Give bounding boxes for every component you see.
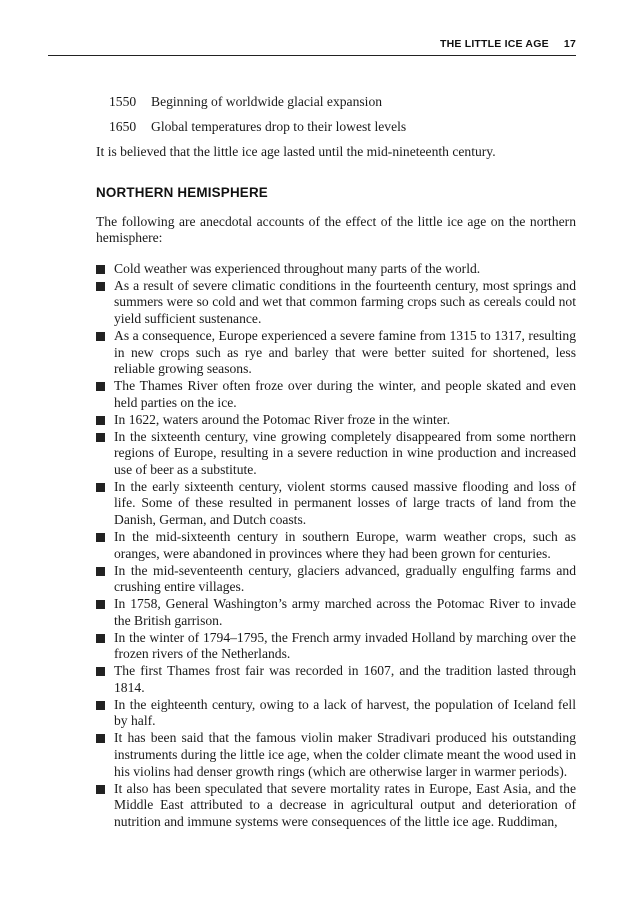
list-item: In the eighteenth century, owing to a lack of harvest, the population of Iceland fell by half. (96, 697, 576, 730)
list-item: Cold weather was experienced throughout many parts of the world. (96, 261, 576, 278)
timeline-event: Global temperatures drop to their lowest levels (151, 119, 407, 135)
list-item: In the mid-seventeenth century, glaciers advanced, gradually engulfing farms and crushing entire villages. (96, 563, 576, 596)
running-head (440, 38, 576, 50)
square-bullet-icon (96, 734, 105, 743)
page-body (96, 94, 576, 831)
closing-paragraph: It is believed that the little ice age lasted until the mid-nineteenth century. (96, 144, 496, 160)
square-bullet-icon (96, 667, 105, 676)
list-item: The first Thames frost fair was recorded in 1607, and the tradition lasted through 1814. (96, 663, 576, 696)
square-bullet-icon (96, 282, 105, 291)
timeline-year: 1550 (109, 94, 137, 109)
list-item: In 1758, General Washington’s army marched across the Potomac River to invade the British garrison. (96, 596, 576, 629)
square-bullet-icon (96, 332, 105, 341)
square-bullet-icon (96, 701, 105, 710)
timeline-year: 1650 (109, 119, 137, 135)
timeline-entry (109, 94, 576, 111)
list-item: In the sixteenth century, vine growing completely disappeared from some northern regions of Europe, resulting in a severe reduction in wine production and increased use of beer as a substitute. (96, 429, 576, 479)
timeline-list (109, 94, 576, 136)
list-item: As a consequence, Europe experienced a severe famine from 1315 to 1317, resulting in new crops such as rye and barley that were better suited for shortened, less reliable growing seasons. (96, 328, 576, 378)
list-item: As a result of severe climatic conditions in the fourteenth century, most springs and summers were so cold and wet that common farming crops such as cereals could not yield sufficient sustenance. (96, 278, 576, 328)
square-bullet-icon (96, 382, 105, 391)
square-bullet-icon (96, 567, 105, 576)
list-item: In 1622, waters around the Potomac River froze in the winter. (96, 412, 576, 429)
list-item: In the early sixteenth century, violent storms caused massive flooding and loss of life. Some of these resulted in permanent losses of large tracts of land from the Danish, German, and Dutch coasts. (96, 479, 576, 529)
running-head-title: THE LITTLE ICE AGE (439, 38, 549, 50)
accounts-list (96, 261, 576, 831)
header-rule (48, 55, 576, 56)
timeline-event: Beginning of worldwide glacial expansion (151, 94, 383, 109)
section-intro: The following are anecdotal accounts of the effect of the little ice age on the northern hemisphere: (96, 213, 576, 246)
square-bullet-icon (96, 600, 105, 609)
square-bullet-icon (96, 785, 105, 794)
page-number: 17 (563, 38, 576, 50)
list-item: It has been said that the famous violin maker Stradivari produced his outstanding instruments during the little ice age, when the colder climate meant the wood used in his violins had denser growth rings (which are otherwise larger in warmer periods). (96, 730, 576, 780)
square-bullet-icon (96, 433, 105, 442)
square-bullet-icon (96, 416, 105, 425)
section-heading: NORTHERN HEMISPHERE (96, 184, 268, 200)
square-bullet-icon (96, 533, 105, 542)
list-item: In the mid-sixteenth century in southern Europe, warm weather crops, such as oranges, were abandoned in provinces where they had been grown for centuries. (96, 529, 576, 562)
list-item: It also has been speculated that severe mortality rates in Europe, East Asia, and the Middle East attributed to a decrease in agricultural output and deterioration of nutrition and immune systems were consequences of the little ice age. Ruddiman, (96, 781, 576, 831)
square-bullet-icon (96, 634, 105, 643)
timeline-entry (109, 119, 576, 136)
list-item: The Thames River often froze over during the winter, and people skated and even held parties on the ice. (96, 378, 576, 411)
square-bullet-icon (96, 483, 105, 492)
list-item: In the winter of 1794–1795, the French army invaded Holland by marching over the frozen rivers of the Netherlands. (96, 630, 576, 663)
square-bullet-icon (96, 265, 105, 274)
